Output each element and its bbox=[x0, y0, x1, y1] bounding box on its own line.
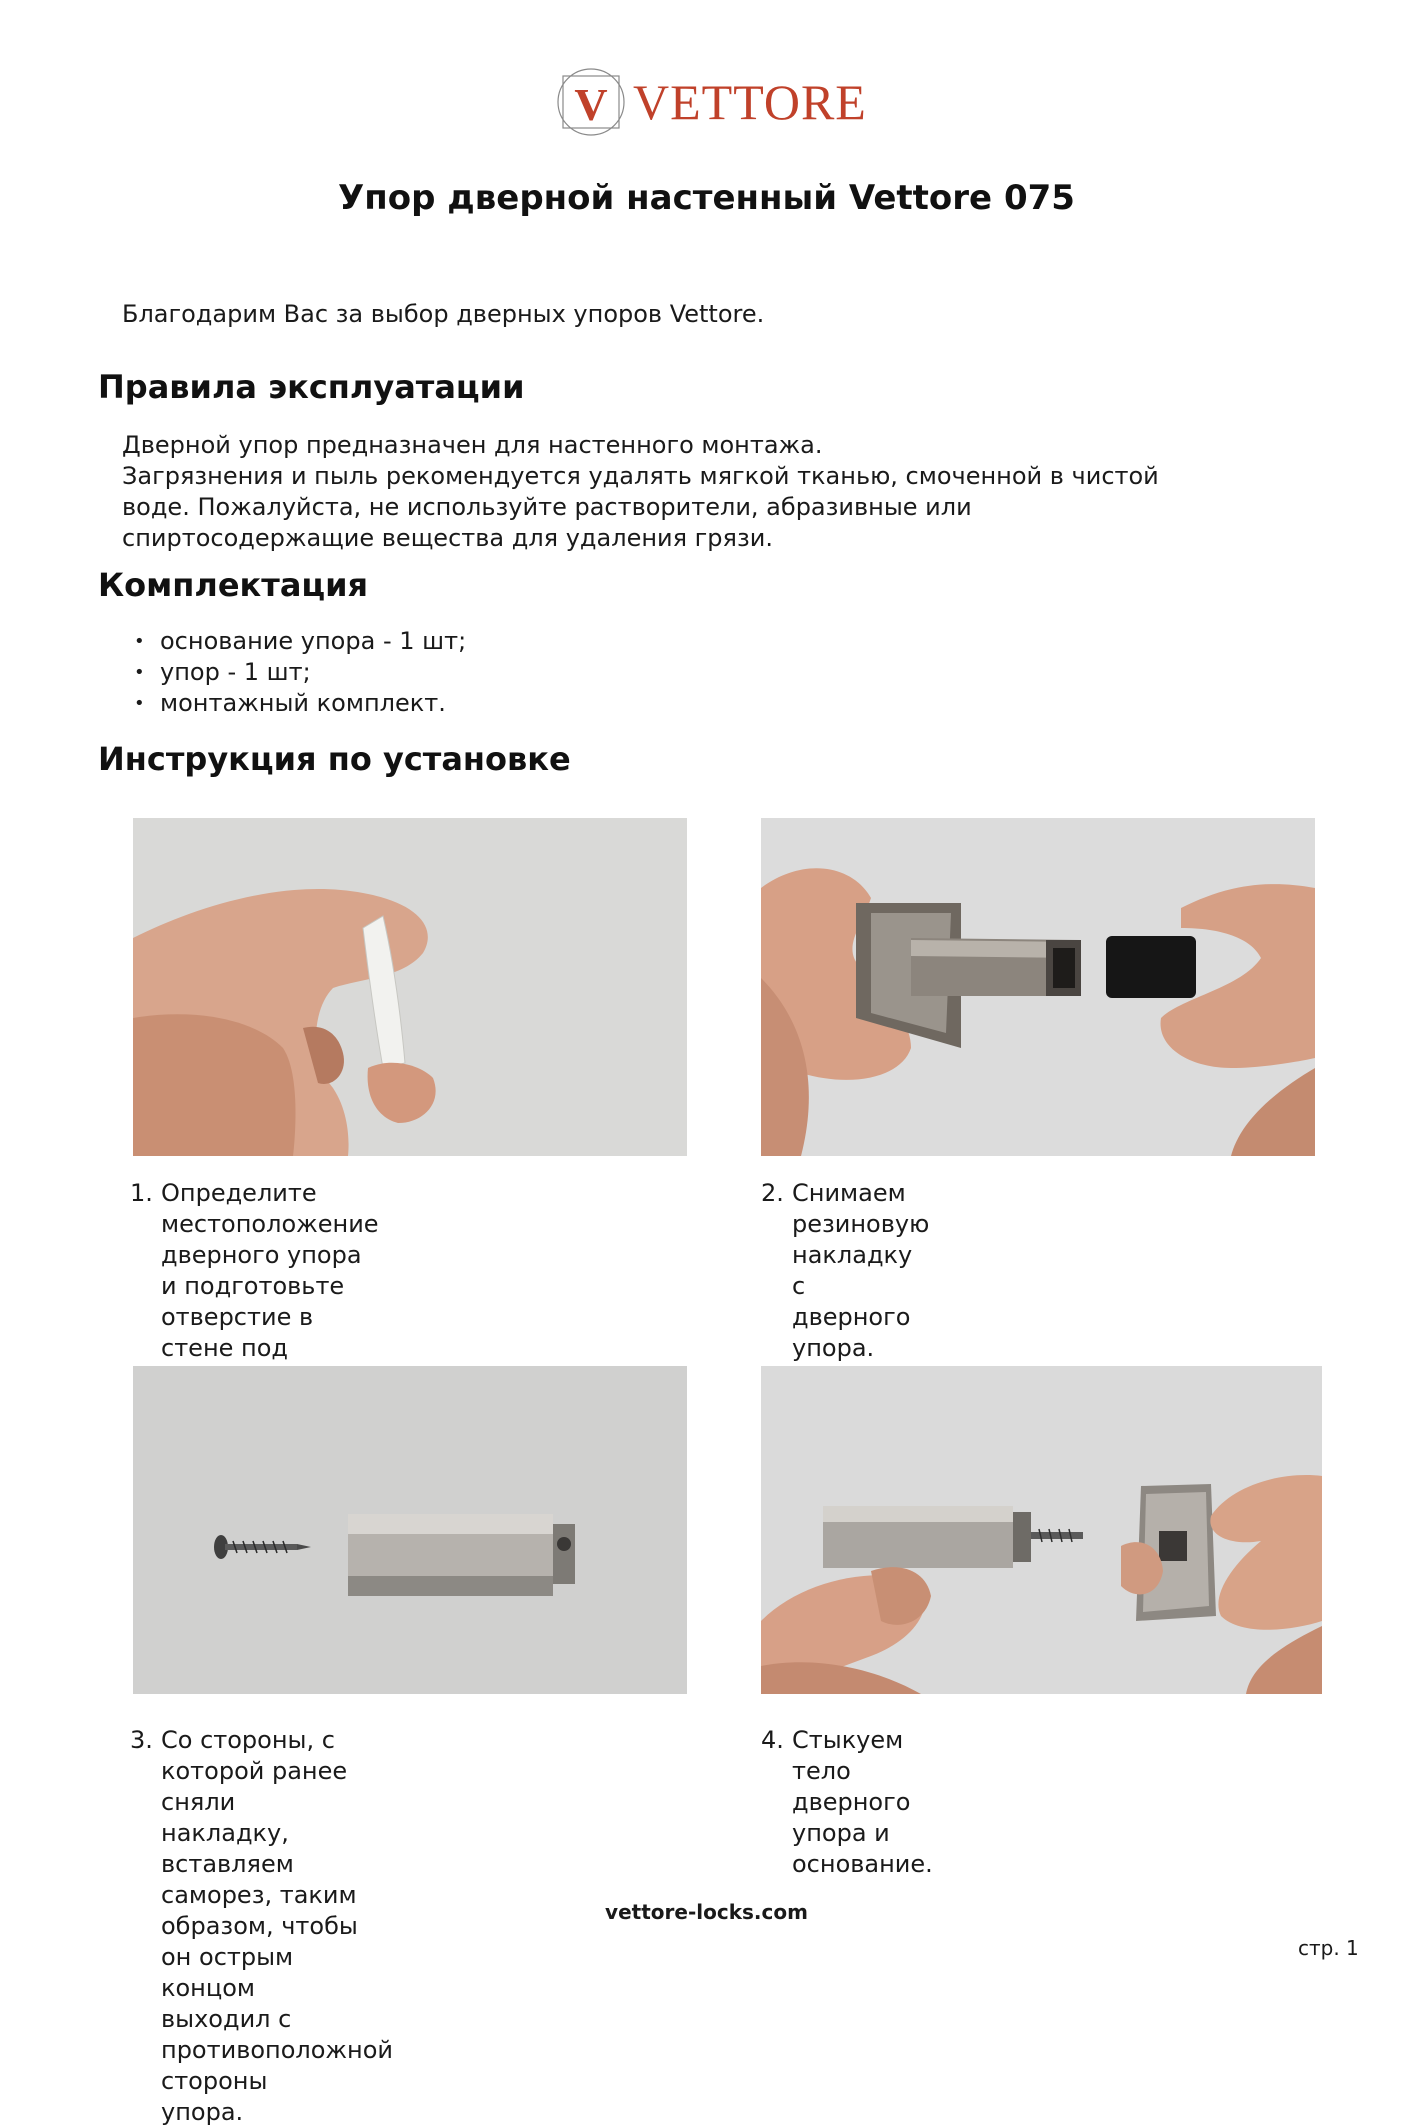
step-line: дверного упора и подготовьте bbox=[161, 1241, 362, 1300]
rules-line: воде. Пожалуйста, не используйте растворители, абразивные или bbox=[122, 493, 972, 521]
install-heading: Инструкция по установке bbox=[98, 740, 571, 778]
brand-name: VETTORE bbox=[633, 74, 867, 130]
page-title: Упор дверной настенный Vettore 075 bbox=[338, 178, 1075, 218]
step-line: накладку, вставляем саморез, таким bbox=[161, 1819, 357, 1909]
step-line: упора. bbox=[161, 2098, 244, 2126]
svg-text:V: V bbox=[574, 79, 608, 130]
rules-heading: Правила эксплуатации bbox=[98, 368, 525, 406]
step-line: образом, чтобы он острым концом bbox=[161, 1912, 358, 2002]
step-2-photo bbox=[761, 818, 1315, 1156]
step-line: Стыкуем тело дверного упора и bbox=[792, 1726, 911, 1847]
rules-line: Дверной упор предназначен для настенного монтажа. bbox=[122, 431, 823, 459]
rules-line: Загрязнения и пыль рекомендуется удалять мягкой тканью, смоченной в чистой bbox=[122, 462, 1159, 490]
kit-list bbox=[122, 626, 466, 719]
step-line: Снимаем резиновую накладку с bbox=[792, 1179, 930, 1300]
step-3-photo bbox=[133, 1366, 687, 1694]
intro-text: Благодарим Вас за выбор дверных упоров Vettore. bbox=[122, 300, 765, 328]
rules-line: спиртосодержащие вещества для удаления грязи. bbox=[122, 524, 773, 552]
page-number: стр. 1 bbox=[1298, 1936, 1359, 1960]
step-1-photo bbox=[133, 818, 687, 1156]
kit-item: • монтажный комплект. bbox=[122, 688, 466, 719]
kit-item: • основание упора - 1 шт; bbox=[122, 626, 466, 657]
rules-text bbox=[122, 430, 1282, 554]
step-line: Со стороны, с которой ранее сняли bbox=[161, 1726, 348, 1816]
step-line: выходил с противоположной стороны bbox=[161, 2005, 394, 2095]
kit-heading: Комплектация bbox=[98, 566, 369, 604]
step-number: 4. bbox=[761, 1726, 784, 1754]
vettore-monogram-icon bbox=[555, 66, 627, 138]
step-number: 1. bbox=[130, 1179, 153, 1207]
step-4-photo bbox=[761, 1366, 1322, 1694]
step-line: дверного упора. bbox=[792, 1303, 911, 1362]
step-line: Определите местоположение bbox=[161, 1179, 379, 1238]
footer-website: vettore-locks.com bbox=[605, 1900, 808, 1924]
step-number: 2. bbox=[761, 1179, 784, 1207]
step-line: отверстие в стене под bbox=[161, 1303, 314, 1362]
step-number: 3. bbox=[130, 1726, 153, 1754]
brand-logo bbox=[555, 66, 867, 138]
step-line: основание. bbox=[792, 1850, 933, 1878]
kit-item: • упор - 1 шт; bbox=[122, 657, 466, 688]
